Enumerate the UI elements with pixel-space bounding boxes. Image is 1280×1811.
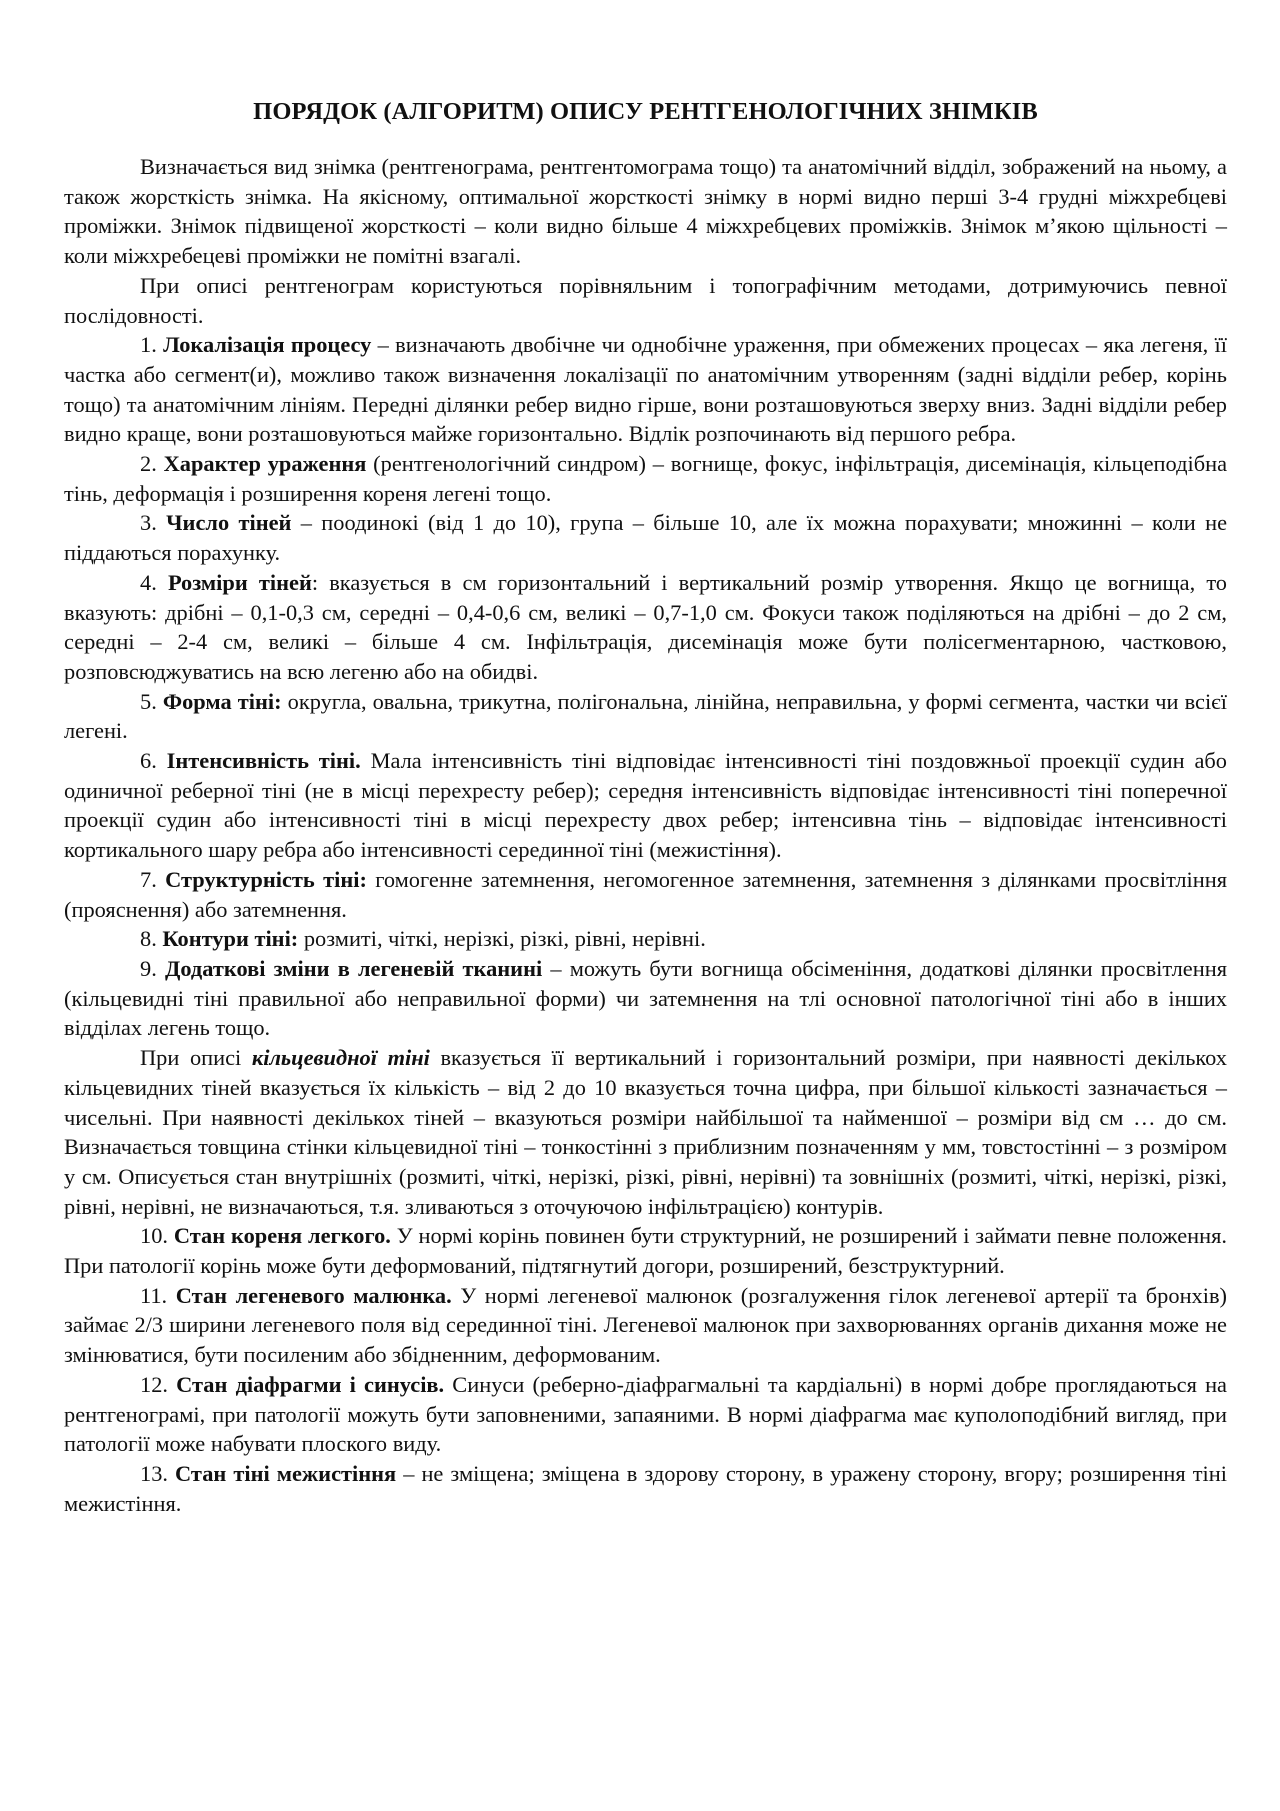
paragraph-text: – не зміщена; зміщена в здорову сторону, в уражену сторону, вгору; розширення тіні межистіння. <box>64 1460 1227 1516</box>
item-term: Інтенсивність тіні. <box>166 748 361 774</box>
paragraph-item-7 <box>64 865 1227 924</box>
paragraph-item-6 <box>64 746 1227 865</box>
paragraph-text: У нормі легеневої малюнок (розгалуження гілок легеневої артерії та бронхів) займає 2/3 ширини легеневого поля від серединної тіні. Легеневої малюнок при захворюваннях органів дихання може не змінюватися, бути посиленим або збідненним, деформованим. <box>64 1282 1227 1368</box>
paragraph-item-13 <box>64 1459 1227 1518</box>
paragraph-item-11 <box>64 1281 1227 1370</box>
paragraph-item-8 <box>64 924 1227 954</box>
paragraph-intro-2 <box>64 271 1227 330</box>
item-number: 13. <box>140 1460 176 1486</box>
item-number: 12. <box>140 1371 177 1397</box>
item-term: Число тіней <box>166 510 292 536</box>
item-term-emphasis: кільцевидної тіні <box>251 1045 430 1071</box>
item-number: 3. <box>140 510 167 536</box>
paragraph-text: Мала інтенсивність тіні відповідає інтенсивності тіні поздовжньої проекції судин або одиничної реберної тіні (не в місці перехресту ребер); середня інтенсивність відповідає інтенсивності тіні поперечної проекції судин або інтенсивності тіні в місці перехресту двох ребер; інтенсивна тінь – відповідає інтенсивності кортикального шару ребра або інтенсивності серединної тіні (межистіння). <box>64 748 1227 863</box>
item-number: 2. <box>140 451 164 477</box>
item-number: 6. <box>140 748 167 774</box>
paragraph-text: При описі рентгенограм користуються порівняльним і топографічним методами, дотримуючись певної послідовності. <box>64 272 1227 328</box>
item-number: 5. <box>140 688 163 714</box>
document-page <box>64 0 1227 1518</box>
paragraph-item-3 <box>64 508 1227 567</box>
item-term: Розміри тіней <box>167 569 312 595</box>
item-number: 11. <box>140 1282 176 1308</box>
paragraph-ring-shadow <box>64 1043 1227 1221</box>
paragraph-text: розмиті, чіткі, нерізкі, різкі, рівні, нерівні. <box>298 926 706 952</box>
paragraph-item-12 <box>64 1370 1227 1459</box>
paragraph-item-4 <box>64 568 1227 687</box>
item-term: Стан тіні межистіння <box>175 1460 397 1486</box>
item-number: 8. <box>140 926 163 952</box>
item-number: 4. <box>140 569 168 595</box>
item-term: Форма тіні: <box>162 688 282 714</box>
paragraph-text: : вказується в см горизонтальний і вертикальний розмір утворення. Якщо це вогнища, то вказують: дрібні – 0,1-0,3 см, середні – 0,4-0,6 см, великі – 0,7-1,0 см. Фокуси також поділяються на дрібні – до 2 см, середні – 2-4 см, великі – більше 4 см. Інфільтрація, дисемінація може бути полісегментарною, частковою, розповсюджуватись на всю легеню або на обидві. <box>64 569 1227 684</box>
item-number: 7. <box>140 866 166 892</box>
item-term: Стан кореня легкого. <box>173 1223 391 1249</box>
item-term: Контури тіні: <box>162 926 299 952</box>
paragraph-text: – можуть бути вогнища обсіменіння, додаткові ділянки просвітлення (кільцевидні тіні правильної або неправильної форми) чи затемнення на тлі основної патологічної тіні або в інших відділах легень тощо. <box>64 955 1227 1041</box>
paragraph-text: – визначають двобічне чи однобічне ураження, при обмежених процесах – яка легеня, її частка або сегмент(и), можливо також визначення локалізації по анатомічним утворенням (задні відділи ребер, корінь тощо) та анатомічним лініям. Передні ділянки ребер видно гірше, вони розташовуються зверху вниз. Задні відділи ребер видно краще, вони розташовуються майже горизонтально. Відлік розпочинають від першого ребра. <box>64 332 1227 447</box>
item-term: Характер ураження <box>163 451 367 477</box>
paragraph-text: У нормі корінь повинен бути структурний, не розширений і займати певне положення. При патології корінь може бути деформований, підтягнутий догори, розширений, безструктурний. <box>64 1223 1227 1279</box>
paragraph-text: гомогенне затемнення, негомогенное затемнення, затемнення з ділянками просвітління (прояснення) або затемнення. <box>64 866 1228 922</box>
item-number: 9. <box>140 955 165 981</box>
paragraph-text: Визначається вид знімка (рентгенограма, рентгентомограма тощо) та анатомічний відділ, зображений на ньому, а також жорсткість знімка. На якісному, оптимальної жорсткості знімку в нормі видно перші 3-4 грудні міжхребцеві проміжки. Знімок підвищеної жорсткості – коли видно більше 4 міжхребцевих проміжків. Знімок м’якою щільності – коли міжхребецеві проміжки не помітні взагалі. <box>64 154 1227 269</box>
paragraph-item-1 <box>64 330 1227 449</box>
paragraph-text: вказується її вертикальний і горизонтальний розміри, при наявності декількох кільцевидних тіней вказується їх кількість – від 2 до 10 вказується точна цифра, при більшої кількості зазначається – чисельні. При наявності декількох тіней – вказуються розміри найбільшої та найменшої – розміри від см … до см. Визначається товщина стінки кільцевидної тіні – тонкостінні з приблизним позначенням у мм, товстостінні – з розміром у см. Описується стан внутрішніх (розмиті, чіткі, нерізкі, різкі, рівні, нерівні) та зовнішніх (розмиті, чіткі, нерізкі, різкі, рівні, нерівні, не визначаються, т.я. зливаються з оточуючою інфільтрацією) контурів. <box>64 1045 1227 1219</box>
paragraph-item-9 <box>64 954 1227 1043</box>
paragraph-item-10 <box>64 1221 1227 1280</box>
item-number: 1. <box>140 332 164 358</box>
item-term: Стан діафрагми і синусів. <box>176 1371 445 1397</box>
paragraph-intro-1 <box>64 152 1227 271</box>
paragraph-lead: При описі <box>140 1045 252 1071</box>
item-term: Структурність тіні: <box>165 866 367 892</box>
paragraph-text: – поодинокі (від 1 до 10), група – більше 10, але їх можна порахувати; множинні – коли не піддаються порахунку. <box>64 510 1228 566</box>
paragraph-text: округла, овальна, трикутна, полігональна, лінійна, неправильна, у формі сегмента, частки чи всієї легені. <box>64 688 1228 744</box>
document-title: ПОРЯДОК (АЛГОРИТМ) ОПИСУ РЕНТГЕНОЛОГІЧНИХ ЗНІМКІВ <box>253 98 1038 125</box>
item-term: Стан легеневого малюнка. <box>175 1282 452 1308</box>
paragraph-text: Синуси (реберно-діафрагмальні та кардіальні) в нормі добре проглядаються на рентгенограмі, при патології можуть бути заповненими, запаяними. В нормі діафрагма має куполоподібний вигляд, при патології може набувати плоского виду. <box>64 1371 1227 1457</box>
item-term: Локалізація процесу <box>163 332 372 358</box>
paragraph-text: (рентгенологічний синдром) – вогнище, фокус, інфільтрація, дисемінація, кільцеподібна тінь, деформація і розширення кореня легені тощо. <box>64 451 1228 506</box>
item-number: 10. <box>140 1223 174 1249</box>
item-term: Додаткові зміни в легеневій тканині <box>164 955 543 981</box>
paragraph-item-5 <box>64 687 1227 746</box>
paragraph-item-2 <box>64 449 1227 508</box>
